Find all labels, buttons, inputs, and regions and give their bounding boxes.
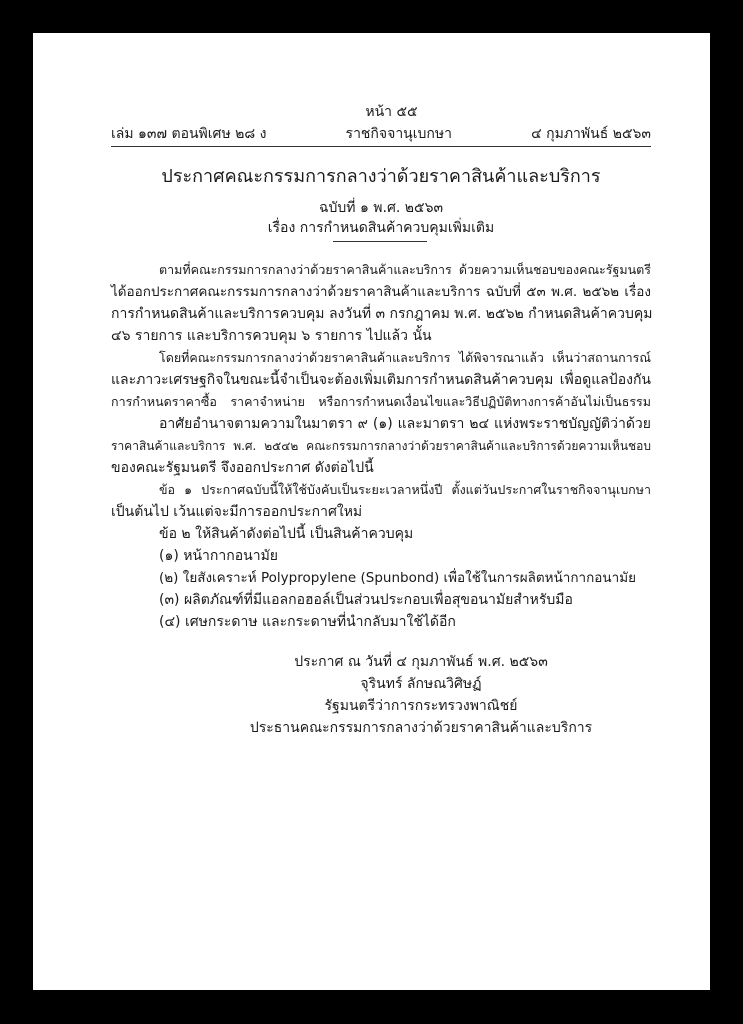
- title-divider: [333, 241, 427, 242]
- gazette-name: ราชกิจจานุเบกษา: [345, 126, 452, 142]
- body-line: ได้ออกประกาศคณะกรรมการกลางว่าด้วยราคาสินค้าและบริการ ฉบับที่ ๕๓ พ.ศ. ๒๕๖๒ เรื่อง: [111, 284, 651, 300]
- body-line: ราคาสินค้าและบริการ พ.ศ. ๒๕๔๒ คณะกรรมการกลางว่าด้วยราคาสินค้าและบริการด้วยความเห็นชอบ: [111, 439, 651, 453]
- body-line: การกำหนดสินค้าและบริการควบคุม ลงวันที่ ๓ กรกฎาคม พ.ศ. ๒๕๖๒ กำหนดสินค้าควบคุม: [111, 306, 653, 322]
- body-line: อาศัยอำนาจตามความในมาตรา ๙ (๑) และมาตรา ๒๔ แห่งพระราชบัญญัติว่าด้วย: [159, 416, 651, 432]
- signer-position: รัฐมนตรีว่าการกระทรวงพาณิชย์: [324, 698, 518, 714]
- signer-title: ประธานคณะกรรมการกลางว่าด้วยราคาสินค้าและบริการ: [249, 720, 593, 736]
- body-line: ข้อ ๑ ประกาศฉบับนี้ให้ใช้บังคับเป็นระยะเวลาหนึ่งปี ตั้งแต่วันประกาศในราชกิจจานุเบกษา: [159, 482, 651, 497]
- list-item: (๓) ผลิตภัณฑ์ที่มีแอลกอฮอล์เป็นส่วนประกอบเพื่อสุขอนามัยสำหรับมือ: [159, 592, 573, 608]
- document-page: [33, 33, 710, 990]
- signer-name: จุรินทร์ ลักษณวิศิษฏ์: [360, 676, 482, 692]
- header-divider: [111, 146, 651, 147]
- signature-date: ประกาศ ณ วันที่ ๔ กุมภาพันธ์ พ.ศ. ๒๕๖๓: [294, 654, 548, 670]
- body-line: ๔๖ รายการ และบริการควบคุม ๖ รายการ ไปแล้ว นั้น: [111, 328, 432, 344]
- list-item: (๑) หน้ากากอนามัย: [159, 548, 279, 564]
- document-title: ประกาศคณะกรรมการกลางว่าด้วยราคาสินค้าและบริการ: [161, 166, 601, 187]
- document-subject: เรื่อง การกำหนดสินค้าควบคุมเพิ่มเติม: [267, 220, 495, 236]
- body-line: เป็นต้นไป เว้นแต่จะมีการออกประกาศใหม่: [111, 504, 363, 520]
- body-line: ของคณะรัฐมนตรี จึงออกประกาศ ดังต่อไปนี้: [111, 460, 374, 476]
- gazette-date: ๔ กุมภาพันธ์ ๒๕๖๓: [531, 126, 651, 142]
- list-item: (๒) ใยสังเคราะห์ Polypropylene (Spunbond) เพื่อใช้ในการผลิตหน้ากากอนามัย: [159, 570, 637, 586]
- gazette-header: [111, 123, 651, 145]
- body-line: การกำหนดราคาซื้อ ราคาจำหน่าย หรือการกำหนดเงื่อนไขและวิธีปฏิบัติทางการค้าอันไม่เป็นธรรม: [111, 394, 651, 409]
- body-line: และภาวะเศรษฐกิจในขณะนี้จำเป็นจะต้องเพิ่มเติมการกำหนดสินค้าควบคุม เพื่อดูแลป้องกัน: [111, 372, 651, 388]
- document-edition: ฉบับที่ ๑ พ.ศ. ๒๕๖๓: [318, 200, 444, 216]
- list-item: (๔) เศษกระดาษ และกระดาษที่นำกลับมาใช้ได้อีก: [159, 614, 456, 630]
- page-number: หน้า ๕๕: [365, 104, 418, 120]
- body-line: โดยที่คณะกรรมการกลางว่าด้วยราคาสินค้าและบริการ ได้พิจารณาแล้ว เห็นว่าสถานการณ์: [159, 350, 651, 365]
- body-line: ข้อ ๒ ให้สินค้าดังต่อไปนี้ เป็นสินค้าควบคุม: [159, 526, 414, 542]
- body-line: ตามที่คณะกรรมการกลางว่าด้วยราคาสินค้าและบริการ ด้วยความเห็นชอบของคณะรัฐมนตรี: [159, 262, 651, 277]
- volume-info: เล่ม ๑๓๗ ตอนพิเศษ ๒๘ ง: [111, 126, 267, 142]
